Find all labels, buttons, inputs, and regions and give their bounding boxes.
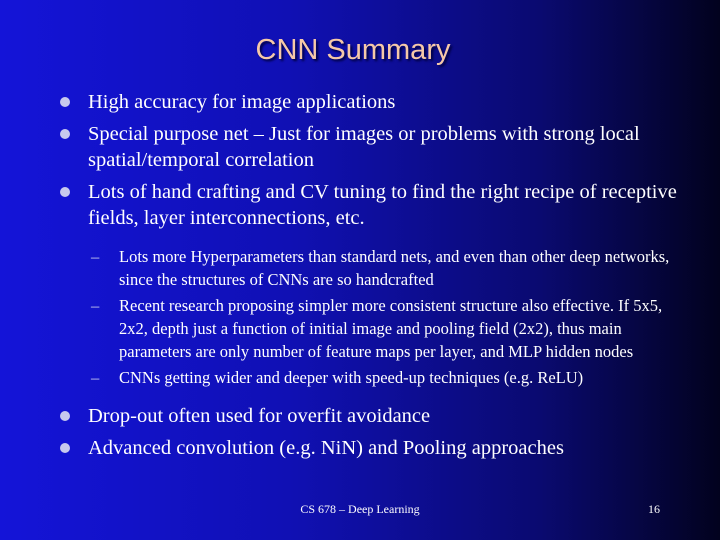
bullet-text: Advanced convolution (e.g. NiN) and Pooling approaches <box>88 437 564 459</box>
bullet-item <box>60 121 680 173</box>
bullet-item <box>60 435 680 461</box>
bullet-text: Drop-out often used for overfit avoidance <box>88 405 431 427</box>
bullet-dot-icon <box>60 187 70 197</box>
bullet-dot-icon <box>60 97 70 107</box>
bullet-dot-icon <box>60 443 70 453</box>
sub-bullet-item <box>91 294 680 363</box>
bullet-dot-icon <box>60 129 70 139</box>
sub-bullet-text: Recent research proposing simpler more consistent structure also effective. If 5x5, 2x2, depth just a function of initial image and pooling field (2x2), thus main parameters are only number of feature maps per layer, and MLP hidden nodes <box>119 296 663 361</box>
dash-icon: – <box>91 368 100 387</box>
slide-number: 16 <box>648 502 660 516</box>
bullet-text: Lots of hand crafting and CV tuning to find the right recipe of receptive fields, layer interconnections, etc. <box>88 181 677 229</box>
sub-bullet-list <box>60 245 680 389</box>
bullet-item <box>60 403 680 429</box>
bullet-dot-icon <box>60 411 70 421</box>
sub-bullet-item <box>91 245 680 291</box>
slide-title: CNN Summary <box>255 34 451 66</box>
dash-icon: – <box>91 247 100 266</box>
sub-bullet-text: CNNs getting wider and deeper with speed-up techniques (e.g. ReLU) <box>119 368 584 387</box>
bullet-text: Special purpose net – Just for images or problems with strong local spatial/temporal correlation <box>88 123 640 171</box>
sub-bullet-item <box>91 366 680 389</box>
sub-bullet-text: Lots more Hyperparameters than standard nets, and even than other deep networks, since the structures of CNNs are so handcrafted <box>119 247 670 289</box>
bullet-list <box>60 89 680 467</box>
bullet-item <box>60 89 680 115</box>
bullet-text: High accuracy for image applications <box>88 91 396 113</box>
slide-footer: CS 678 – Deep Learning <box>300 502 420 516</box>
bullet-item <box>60 179 680 231</box>
dash-icon: – <box>91 296 100 315</box>
